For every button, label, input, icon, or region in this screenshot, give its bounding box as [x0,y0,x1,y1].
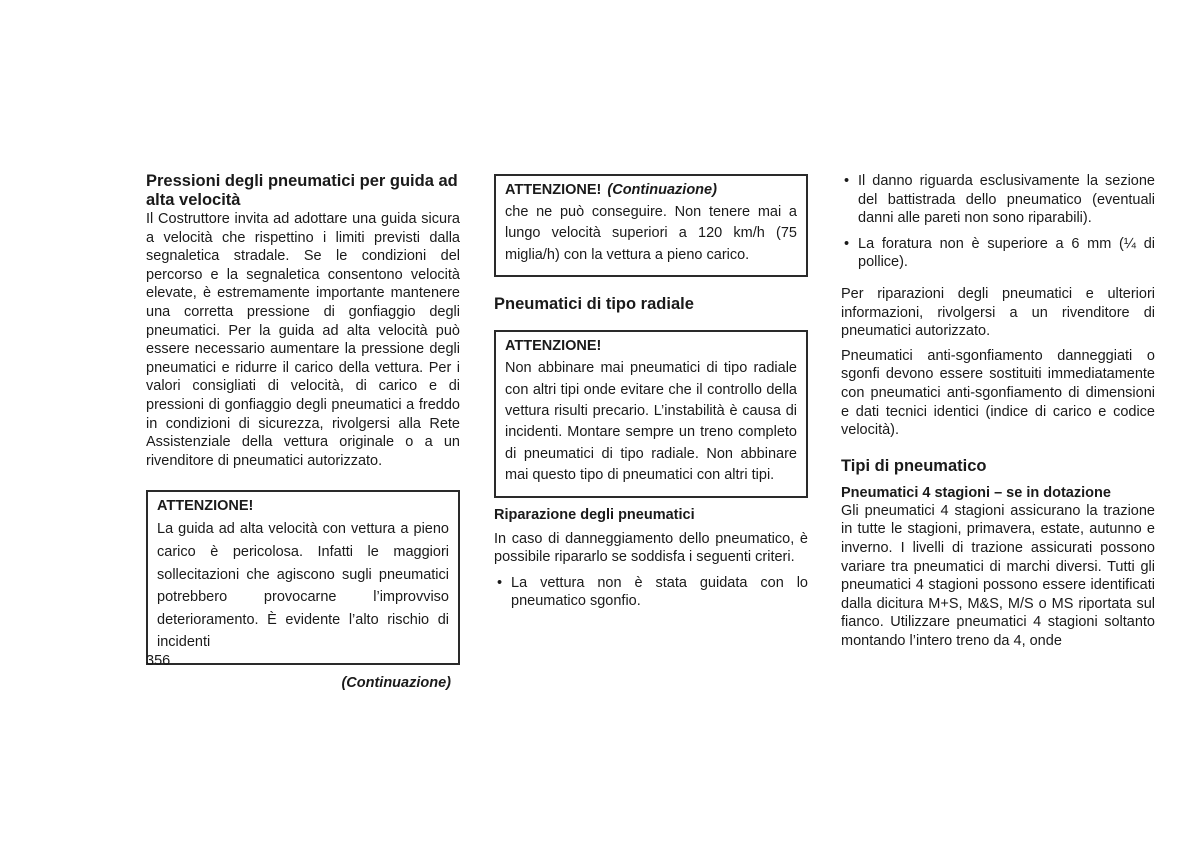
warning-title: ATTENZIONE! [157,498,254,515]
tire-repair-subheading: Riparazione degli pneumatici [494,506,695,523]
run-flat-paragraph: Pneumatici anti-sgonfiamento danneggiati o sgonfi devono essere sostituiti immediatamente con pneumatici anti-sgonfiamento di dimensioni e dati tecnici identici (indice di carico e codice velocità). [841,347,1155,439]
warning-box-continued [494,174,808,277]
column-left [146,172,460,691]
list-item: • La vettura non è stata guidata con lo pneumatico sgonfio. [497,574,808,610]
repair-info-paragraph: Per riparazioni degli pneumatici e ulteriori informazioni, rivolgersi a un rivenditore di pneumatici autorizzato. [841,285,1155,340]
tire-repair-paragraph: In caso di danneggiamento dello pneumatico, è possibile ripararlo se soddisfa i seguenti criteri. [494,530,808,566]
repair-criteria-list-continued [841,172,1155,272]
column-middle [494,172,808,611]
warning-title: ATTENZIONE! [505,182,602,198]
bullet-icon: • [844,173,850,189]
warning-continued-title [505,181,797,199]
warning-text: La guida ad alta velocità con vettura a pieno carico è pericolosa. Infatti le maggiori sollecitazioni che agiscono sugli pneumatici potrebbero provocarne l’improvviso deterioramento. È evidente l’alto rischio di incidenti [157,521,449,651]
bullet-icon: • [844,235,850,252]
high-speed-pressure-heading: Pressioni degli pneumatici per guida ad alta velocità [146,172,458,209]
continuation-label: (Continuazione) [341,674,451,691]
page-number: 356 [146,653,171,669]
warning-box-radial [494,330,808,497]
tire-types-heading: Tipi di pneumatico [841,456,987,475]
warning-box-high-speed [146,490,460,665]
warning-text: Non abbinare mai pneumatici di tipo radiale con altri tipi onde evitare che il controllo della vettura risulti precario. L’instabilità è causa di incidenti. Montare sempre un treno completo di pneumatici di tipo radiale. Non abbinare mai questo tipo di pneumatici con altri tipi. [505,360,797,484]
column-right [841,172,1155,650]
list-item: • Il danno riguarda esclusivamente la sezione del battistrada dello pneumatico (eventuali danni alle pareti non sono riparabili). [844,173,1155,227]
continuation-label: (Continuazione) [607,182,717,198]
list-item: • La foratura non è superiore a 6 mm (¼ di pollice). [844,235,1155,271]
warning-title: ATTENZIONE! [505,338,602,355]
warning-text: che ne può conseguire. Non tenere mai a lungo velocità superiori a 120 km/h (75 miglia/h) con la vettura a pieno carico. [505,204,797,263]
bullet-icon: • [497,574,503,591]
high-speed-paragraph: Il Costruttore invita ad adottare una guida sicura a velocità che rispettino i limiti previsti dalla segnaletica stradale. Se le condizioni del percorso e la segnaletica consentono velocità elevate, è estremamente importante mantenere una corretta pressione di gonfiaggio degli pneumatici. Per la guida ad alta velocità può essere necessario aumentare la pressione degli pneumatici e ridurre il carico della vettura. Per i valori consigliati di velocità, di carico e di pressioni di gonfiaggio degli pneumatici a freddo in condizioni di sicurezza, rivolgersi alla Rete Assistenziale della vettura originale o a un rivenditore di pneumatici autorizzato. [146,211,460,469]
all-season-subheading: Pneumatici 4 stagioni – se in dotazione [841,484,1111,501]
repair-criteria-list [494,574,808,611]
radial-tires-heading: Pneumatici di tipo radiale [494,295,694,314]
all-season-paragraph: Gli pneumatici 4 stagioni assicurano la trazione in tutte le stagioni, primavera, estate, autunno e inverno. I livelli di trazione assicurati possono variare tra pneumatici di marchi diversi. Tutti gli pneumatici 4 stagioni possono essere identificati dalla dicitura M+S, M&S, M/S o MS riportata sul fianco. Utilizzare pneumatici 4 stagioni soltanto montando l’intero treno da 4, onde [841,502,1155,649]
